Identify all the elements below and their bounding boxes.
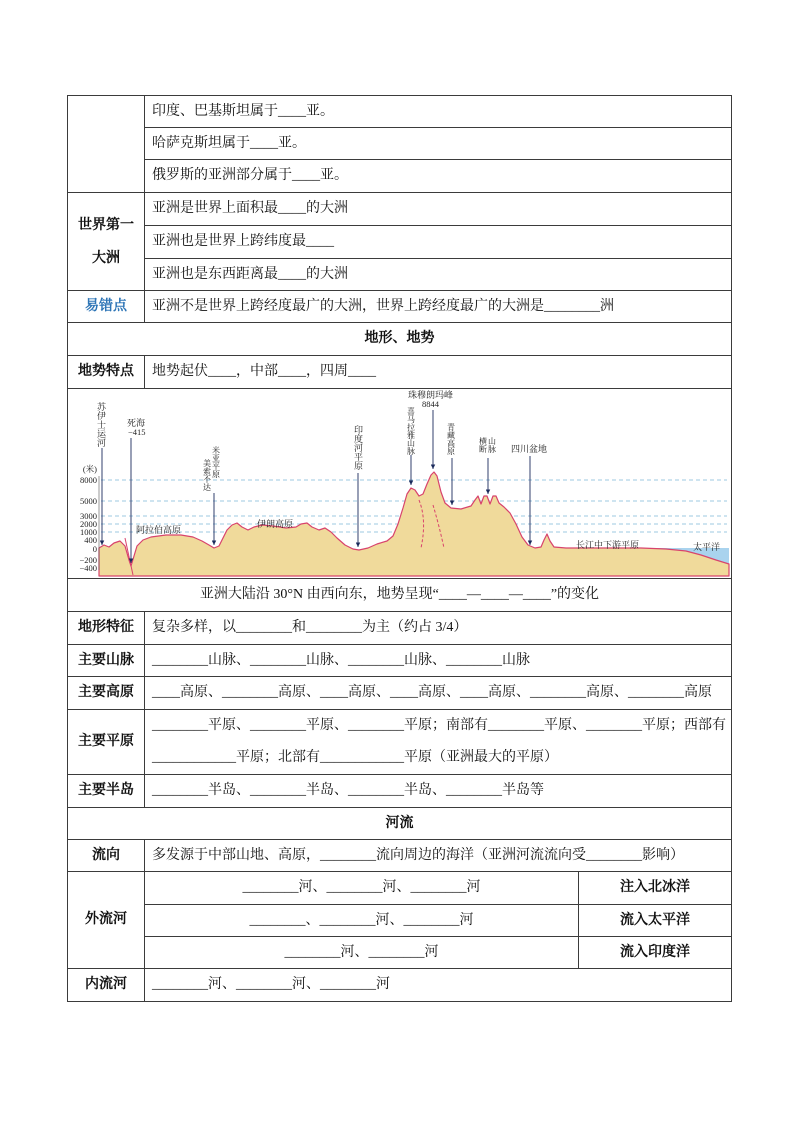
terrain-profile-cell xyxy=(68,389,732,579)
y-tick-label: −400 xyxy=(79,563,97,573)
y-tick-label: 8000 xyxy=(80,475,97,485)
largest-continent-label-line1: 世界第一 xyxy=(78,217,134,233)
dead-sea-depth-label: −415 xyxy=(128,427,146,437)
mesopotamia-label-a: 美索不达 xyxy=(202,459,212,491)
y-tick-label: 0 xyxy=(92,544,97,554)
y-tick-label: 5000 xyxy=(80,496,97,506)
arabian-plateau-label: 阿拉伯高原 xyxy=(136,525,182,535)
dead-sea-label: 死海 xyxy=(127,418,146,428)
indus-plain-label: 印度河平原 xyxy=(353,425,363,470)
y-tick-label: −200 xyxy=(79,555,97,565)
largest-continent-label xyxy=(68,193,145,291)
suez-canal-label: 苏伊士运河 xyxy=(96,402,106,447)
y-tick-label: 1000 xyxy=(80,527,97,537)
himalaya-label: 喜马拉雅山脉 xyxy=(406,407,416,455)
sichuan-basin-label: 四川盆地 xyxy=(511,444,548,454)
endorheic-label: 内流河 xyxy=(68,969,145,1002)
pacific-rivers-text: ________、________河、________河 xyxy=(145,905,579,937)
region-row-india: 印度、巴基斯坦属于____亚。 xyxy=(145,96,732,128)
mountains-text: ________山脉、________山脉、________山脉、________山脉 xyxy=(145,645,732,677)
everest-label: 珠穆朗玛峰 xyxy=(408,390,454,400)
exorheic-label: 外流河 xyxy=(68,872,145,969)
rivers-section-header: 河流 xyxy=(68,808,732,840)
continent-area-row: 亚洲是世界上面积最____的大洲 xyxy=(145,193,732,226)
pacific-ocean-label: 太平洋 xyxy=(693,542,721,552)
terrain-section-header: 地形、地势 xyxy=(68,323,732,356)
region-label-cell xyxy=(68,96,145,193)
indian-rivers-text: ________河、________河 xyxy=(145,937,579,969)
worksheet-table xyxy=(67,95,732,1002)
peninsulas-text: ________半岛、________半岛、________半岛、________半岛等 xyxy=(145,775,732,808)
y-tick-label: 3000 xyxy=(80,511,97,521)
peninsulas-label: 主要半岛 xyxy=(68,775,145,808)
relief-text: 地势起伏____，中部____，四周____ xyxy=(145,356,732,389)
region-row-russia: 俄罗斯的亚洲部分属于____亚。 xyxy=(145,160,732,193)
y-tick-label: 2000 xyxy=(80,519,97,529)
plains-text xyxy=(145,710,732,775)
hengduan-label-a: 横断 xyxy=(478,437,488,453)
pacific-destination: 流入太平洋 xyxy=(579,905,732,937)
landform-features-text: 复杂多样，以________和________为主（约占 3/4） xyxy=(145,612,732,645)
hengduan-label-b: 山脉 xyxy=(487,437,497,453)
largest-continent-label-line2: 大洲 xyxy=(92,250,120,266)
profile-caption: 亚洲大陆沿 30°N 由西向东，地势呈现“____—____—____”的变化 xyxy=(68,579,732,612)
tibet-plateau-label: 青藏高原 xyxy=(446,423,456,455)
mistake-label: 易错点 xyxy=(68,291,145,323)
plateaus-text: ____高原、________高原、____高原、____高原、____高原、________高原、________高原 xyxy=(145,677,732,710)
mountains-label: 主要山脉 xyxy=(68,645,145,677)
arctic-rivers-text: ________河、________河、________河 xyxy=(145,872,579,905)
iranian-plateau-label: 伊朗高原 xyxy=(257,519,294,529)
arctic-destination: 注入北冰洋 xyxy=(579,872,732,905)
mesopotamia-label-b: 米亚平原 xyxy=(211,446,221,478)
indian-destination: 流入印度洋 xyxy=(579,937,732,969)
region-row-kazakhstan: 哈萨克斯坦属于____亚。 xyxy=(145,128,732,160)
mistake-text: 亚洲不是世界上跨经度最广的大洲，世界上跨经度最广的大洲是________洲 xyxy=(145,291,732,323)
continent-east-west-row: 亚洲也是东西距离最____的大洲 xyxy=(145,259,732,291)
plains-text-line1: ________平原、________平原、________平原；南部有________平原、________平原；西部有 xyxy=(152,718,726,733)
plains-text-line2: ____________平原；北部有____________平原（亚洲最大的平原） xyxy=(152,750,558,765)
flow-direction-label: 流向 xyxy=(68,840,145,872)
plateaus-label: 主要高原 xyxy=(68,677,145,710)
flow-direction-text: 多发源于中部山地、高原，________流向周边的海洋（亚洲河流流向受________影响） xyxy=(145,840,732,872)
plains-label: 主要平原 xyxy=(68,710,145,775)
y-axis-unit: (米) xyxy=(82,464,97,474)
relief-label: 地势特点 xyxy=(68,356,145,389)
y-tick-label: 400 xyxy=(84,535,97,545)
endorheic-text: ________河、________河、________河 xyxy=(145,969,732,1002)
terrain-profile-diagram xyxy=(68,389,732,578)
yangtze-plain-label: 长江中下游平原 xyxy=(576,540,640,550)
continent-latitude-row: 亚洲也是世界上跨纬度最____ xyxy=(145,226,732,259)
everest-height-label: 8844 xyxy=(422,399,439,409)
landform-features-label: 地形特征 xyxy=(68,612,145,645)
